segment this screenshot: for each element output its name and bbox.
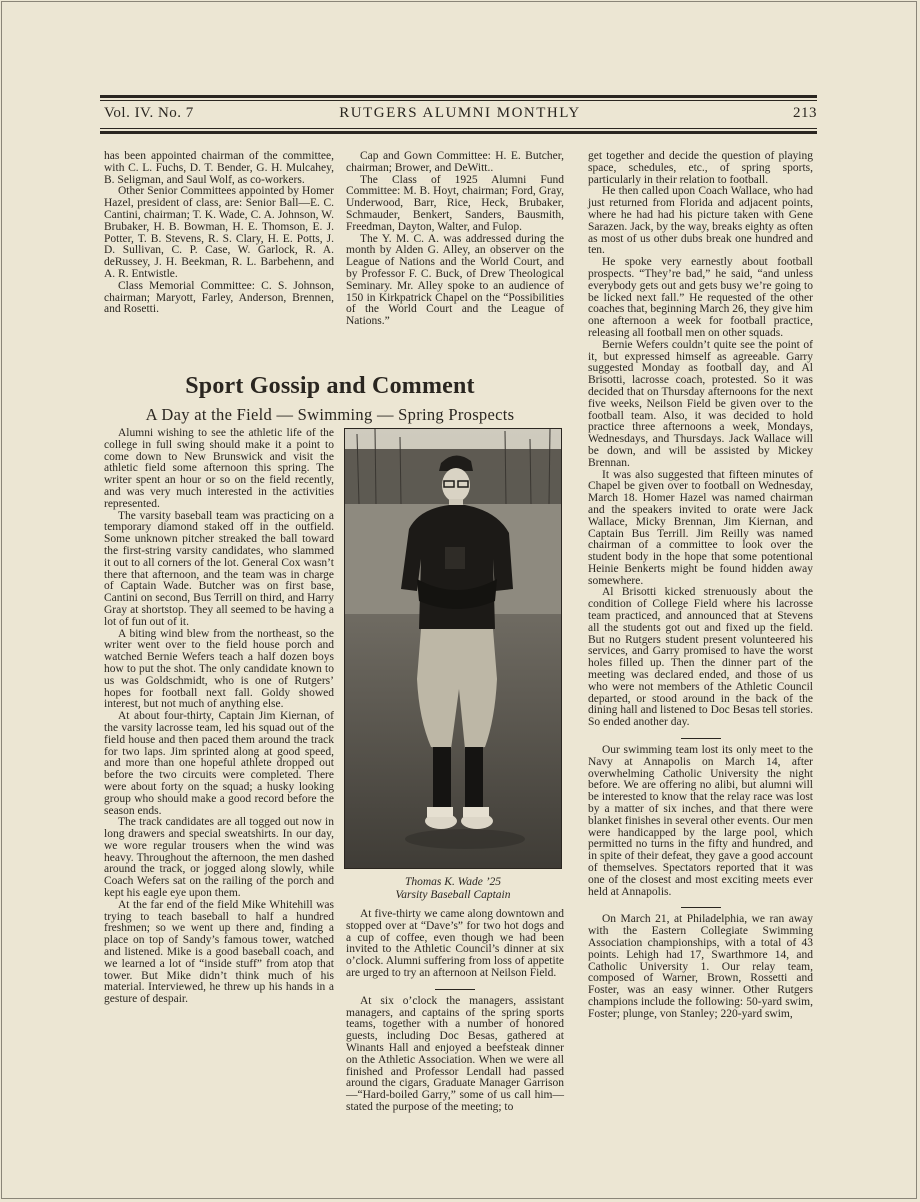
player-photo bbox=[344, 428, 562, 869]
article-subheadline: A Day at the Field — Swimming — Spring Prospects bbox=[145, 405, 515, 424]
paragraph: At six o’clock the managers, assistant managers, and captains of the spring sports teams, together with a number of honored guests, including Doc Besas, gathered at Winants Hall and enjoyed a beefsteak dinner on the Athletic Association. When we were all finished and Professor Lendall had passed around the cigars, Graduate Manager Garrison—“Hard-boiled Garry,” some of us call him—stated the purpose of the meeting; to bbox=[346, 994, 564, 1113]
header-rule-top-thin bbox=[100, 100, 817, 101]
paragraph: The Class of 1925 Alumni Fund Committee: M. B. Hoyt, chairman; Ford, Gray, Underwood, Barr, Rice, Heck, Brubaker, Schmauder, Benkert, Sanders, Bausmith, Freedman, Dayton, Walter, and Fulop. bbox=[346, 173, 564, 233]
paragraph: get together and decide the question of playing space, schedules, etc., of spring sports, particularly in their relation to football. bbox=[588, 150, 813, 186]
paragraph: Cap and Gown Committee: H. E. Butcher, chairman; Brower, and DeWitt.. bbox=[346, 150, 564, 174]
article-headline: Sport Gossip and Comment bbox=[185, 373, 475, 399]
section-divider bbox=[681, 738, 721, 739]
photo-illustration bbox=[345, 429, 562, 869]
column-1-article bbox=[104, 428, 334, 1006]
paragraph: has been appointed chairman of the committee, with C. L. Fuchs, D. T. Bender, G. H. Mulcahey, B. Seligman, and Saul Wolf, as co-workers. bbox=[104, 150, 334, 186]
column-2-article bbox=[346, 909, 564, 1114]
paragraph: The Y. M. C. A. was addressed during the month by Alden G. Alley, an observer on the League of Nations and the World Court, and by Professor F. C. Buck, of Drew Theological Seminary. Mr. Alley spoke to an audience of 150 in Kirkpatrick Chapel on the “Possibilities of the World Court and the League of Nations.” bbox=[346, 232, 564, 328]
header-rule-top bbox=[100, 95, 817, 98]
paragraph: He spoke very earnestly about football prospects. “They’re bad,” he said, “and unless everybody gets out and gets busy we’re going to be licked next fall.” He requested of the other coaches that, beginning March 26, they give him one afternoon a week for football practice, releasing all football men on other squads. bbox=[588, 256, 813, 339]
paragraph: At about four-thirty, Captain Jim Kiernan, of the varsity lacrosse team, led his squad out of the field house and then paced them around the track for two laps. Jim sprinted along at good speed, and more than one hopeful athlete dropped out before the two circuits were completed. There were about forty on the squad; a husky looking group who should make a good record before the season ends. bbox=[104, 710, 334, 817]
volume-number: Vol. IV. No. 7 bbox=[104, 105, 194, 121]
paragraph: At five-thirty we came along downtown and stopped over at “Dave’s” for two hot dogs and a cup of coffee, even though we had been invited to the Athletic Council’s dinner at six o’clock. Alumni suffering from loss of appetite are urged to try an afternoon at Neilson Field. bbox=[346, 908, 564, 979]
paragraph: The track candidates are all togged out now in long drawers and special sweatshirts. In our day, we wore regular trousers when the wind was heavy. Throughout the afternoon, the men dashed around the track, or jogged along slowly, while Coach Wefers sat on the railing of the porch and kept his eagle eye upon them. bbox=[104, 816, 334, 900]
header-rule-bottom bbox=[100, 131, 817, 134]
paragraph: At the far end of the field Mike Whitehill was trying to teach baseball to half a hundred freshmen; so we went up there and, finding a place on top of Sandy’s famous tower, watched and listened. Mike is a good baseball coach, and we learned a lot of “inside stuff” from atop that tower. But Mike didn’t think much of his material. Interviewed, he threw up his hands in a gesture of despair. bbox=[104, 898, 334, 1006]
paragraph: Other Senior Committees appointed by Homer Hazel, president of class, are: Senior Ball—E. C. Cantini, chairman; T. K. Wade, C. A. Johnson, W. Brubaker, H. B. Bowman, H. E. Thomson, E. J. Potter, T. B. Stevens, R. S. Clary, H. E. Potts, J. D. Sullivan, C. P. Case, W. Garlock, R. A. deRussey, J. H. Beekman, R. L. Barbehenn, and A. R. Entwistle. bbox=[104, 185, 334, 280]
column-2-top bbox=[346, 151, 564, 328]
photo-caption-role: Varsity Baseball Captain bbox=[395, 889, 511, 901]
magazine-title: RUTGERS ALUMNI MONTHLY bbox=[339, 105, 581, 121]
paragraph: He then called upon Coach Wallace, who had just returned from Florida and adjacent points, where he had had his picture taken with Gene Sarazen. Jack, by the way, breaks eighty as often as most of us other dubs break one hundred and ten. bbox=[588, 185, 813, 257]
section-divider bbox=[681, 907, 721, 908]
column-1-top bbox=[104, 151, 334, 316]
paragraph: Alumni wishing to see the athletic life of the college in full swing should make it a point to come down to New Brunswick and visit the athletic field some afternoon this spring. The writer spent an hour or so on the field recently, and was very much interested in the activities represented. bbox=[104, 427, 334, 510]
paragraph: Our swimming team lost its only meet to the Navy at Annapolis on March 14, after overwhelming Catholic University the night before. We are offering no alibi, but alumni will be interested to know that the relay race was lost by a matter of six inches, and that there were blanket finishes in several other events. Our men were handicapped by the large pool, which permitted no turns in the fifty and hundred, and in spite of their defeat, they gave a good account of themselves. Spectators reported that it was one of the closest and most exciting meets ever held at Annapolis. bbox=[588, 744, 813, 898]
column-3 bbox=[588, 151, 813, 1021]
paragraph: It was also suggested that fifteen minutes of Chapel be given over to football on Wednesday, March 18. Homer Hazel was named chairman and the speakers invited to orate were Jack Wallace, Micky Brennan, Jim Kiernan, and Captain Bus Terrill. Jim Reilly was named chairman of a committee to look over the student body in the hope that some potentional Heinie Benkerts might be found hidden away somewhere. bbox=[588, 468, 813, 587]
header-rule-bottom-thin bbox=[100, 128, 817, 129]
photo-caption-name: Thomas K. Wade ’25 bbox=[404, 876, 502, 888]
paragraph: Bernie Wefers couldn’t quite see the point of it, but expressed himself as agreeable. Garry suggested Monday as football day, and Al Brisotti, lacrosse coach, protested. So it was decided that on Thursday afternoons for the next five weeks, Neilson Field be given over to the football team. Also, it was decided to hold practice three afternoons a week, Mondays, Wednesdays, and Thursdays. Jack Wallace will be down, and will be assisted by Mickey Brennan. bbox=[588, 338, 813, 469]
paragraph: On March 21, at Philadelphia, we ran away with the Eastern Collegiate Swimming Association championships, with a total of 43 points. Lehigh had 17, Swarthmore 14, and Catholic University 1. Our relay team, composed of Warner, Brown, Rossetti and Foster, was an easy winner. Other Rutgers champions include the following: 50-yard swim, Foster; plunge, von Stanley; 220-yard swim, bbox=[588, 913, 813, 1020]
paragraph: The varsity baseball team was practicing on a temporary diamond staked off in the outfield. Some unknown pitcher streaked the ball toward the first-string varsity candidates, who slammed it out to all corners of the lot. General Cox wasn’t there that afternoon, and the team was in charge of Captain Wade. Butcher was on first base, Cantini on second, Bus Terrill on third, and Harry Gray at shortstop. They all seemed to be having a lot of fun out of it. bbox=[104, 509, 334, 628]
paragraph: Class Memorial Committee: C. S. Johnson, chairman; Maryott, Farley, Anderson, Brennen, and Rosetti. bbox=[104, 279, 334, 316]
paragraph: A biting wind blew from the northeast, so the writer went over to the field house porch and watched Bernie Wefers teach a half dozen boys how to put the shot. The only candidate known to us was Goldschmidt, who is one of Rutgers’ hopes for football next fall. Goldy showed interest, but not much of anything else. bbox=[104, 627, 334, 711]
section-divider bbox=[435, 989, 475, 990]
page-number: 213 bbox=[793, 105, 817, 121]
paragraph: Al Brisotti kicked strenuously about the condition of College Field where his lacrosse team practiced, and announced that at Stevens all the students got out and fixed up the field. But no Rutgers student present volunteered his services, and Garry promised to have the worst holes filled up. Then the dinner part of the meeting was declared ended, and those of us who were not members of the Athletic Council departed, or stood around in the back of the dining hall and listened to Doc Besas tell stories. So ended another day. bbox=[588, 586, 813, 729]
